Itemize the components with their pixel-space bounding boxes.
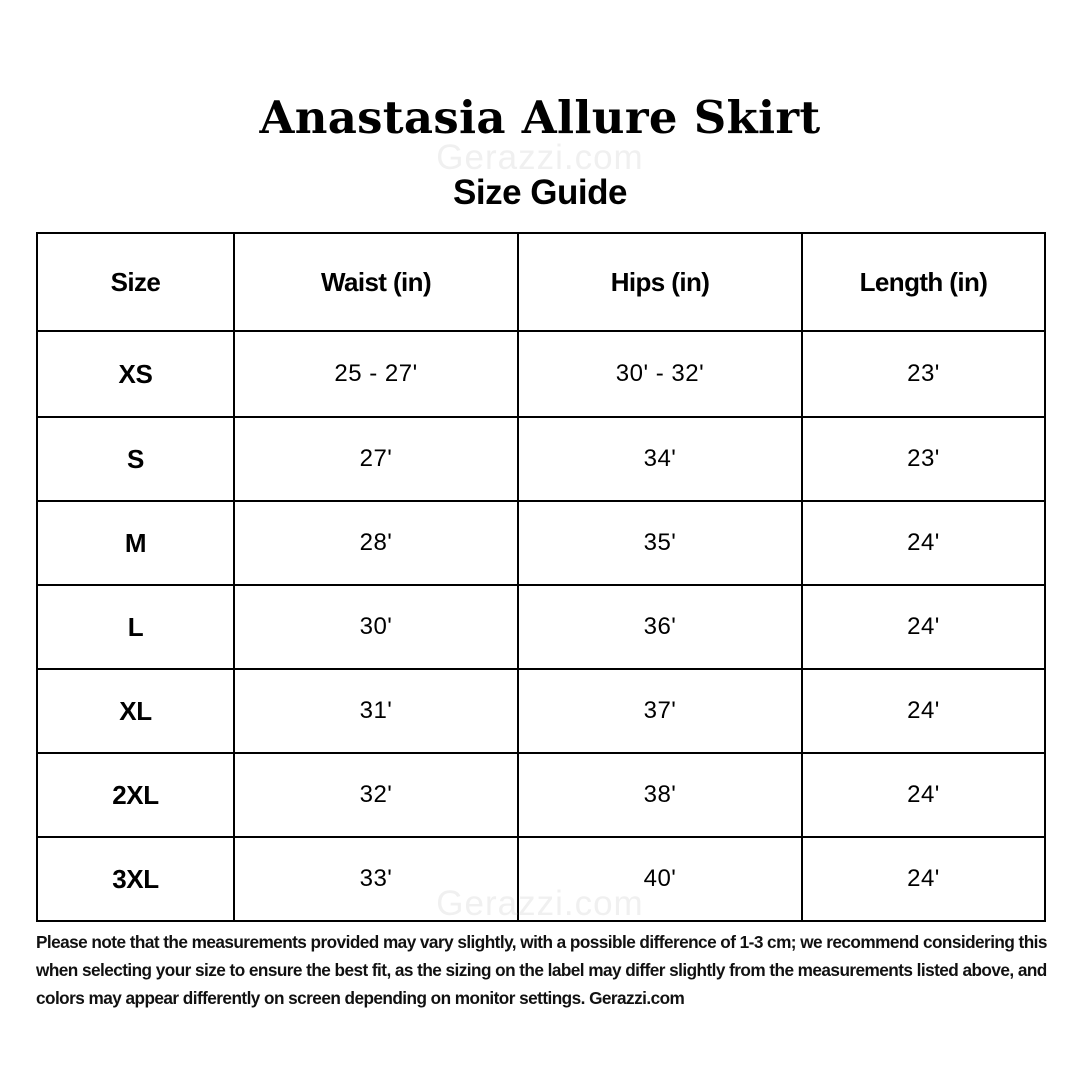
table-header-row <box>37 233 1045 331</box>
size-cell: 3XL <box>37 837 234 921</box>
size-cell: 2XL <box>37 753 234 837</box>
length-cell: 23' <box>802 331 1045 417</box>
length-cell: 23' <box>802 417 1045 501</box>
waist-cell: 32' <box>234 753 518 837</box>
size-cell: S <box>37 417 234 501</box>
measurement-disclaimer: Please note that the measurements provided may vary slightly, with a possible difference of 1-3 cm; we recommend considering this when selecting your size to ensure the best fit, as the sizing on the label may differ slightly from the measurements listed above, and colors may appear differently on screen depending on monitor settings. Gerazzi.com <box>36 932 1047 1008</box>
hips-cell: 36' <box>518 585 802 669</box>
length-cell: 24' <box>802 669 1045 753</box>
size-cell: M <box>37 501 234 585</box>
table-row <box>37 669 1045 753</box>
watermark-top: Gerazzi.com <box>436 138 644 177</box>
header-size: Size <box>37 233 234 331</box>
table-row <box>37 585 1045 669</box>
size-guide-table <box>36 232 1046 922</box>
waist-cell: 30' <box>234 585 518 669</box>
page-title: Anastasia Allure Skirt <box>259 91 821 144</box>
header-length: Length (in) <box>802 233 1045 331</box>
hips-cell: 40' <box>518 837 802 921</box>
length-cell: 24' <box>802 837 1045 921</box>
waist-cell: 28' <box>234 501 518 585</box>
waist-cell: 27' <box>234 417 518 501</box>
hips-cell: 34' <box>518 417 802 501</box>
length-cell: 24' <box>802 753 1045 837</box>
length-cell: 24' <box>802 585 1045 669</box>
length-cell: 24' <box>802 501 1045 585</box>
header-hips: Hips (in) <box>518 233 802 331</box>
table-row <box>37 753 1045 837</box>
hips-cell: 35' <box>518 501 802 585</box>
hips-cell: 30' - 32' <box>518 331 802 417</box>
table-row <box>37 501 1045 585</box>
hips-cell: 38' <box>518 753 802 837</box>
hips-cell: 37' <box>518 669 802 753</box>
page-subtitle: Size Guide <box>453 173 627 212</box>
size-cell: XL <box>37 669 234 753</box>
table-row <box>37 417 1045 501</box>
size-cell: L <box>37 585 234 669</box>
waist-cell: 25 - 27' <box>234 331 518 417</box>
waist-cell: 31' <box>234 669 518 753</box>
table-row <box>37 331 1045 417</box>
header-waist: Waist (in) <box>234 233 518 331</box>
waist-cell: 33' <box>234 837 518 921</box>
watermark-bottom: Gerazzi.com <box>436 884 644 923</box>
size-cell: XS <box>37 331 234 417</box>
